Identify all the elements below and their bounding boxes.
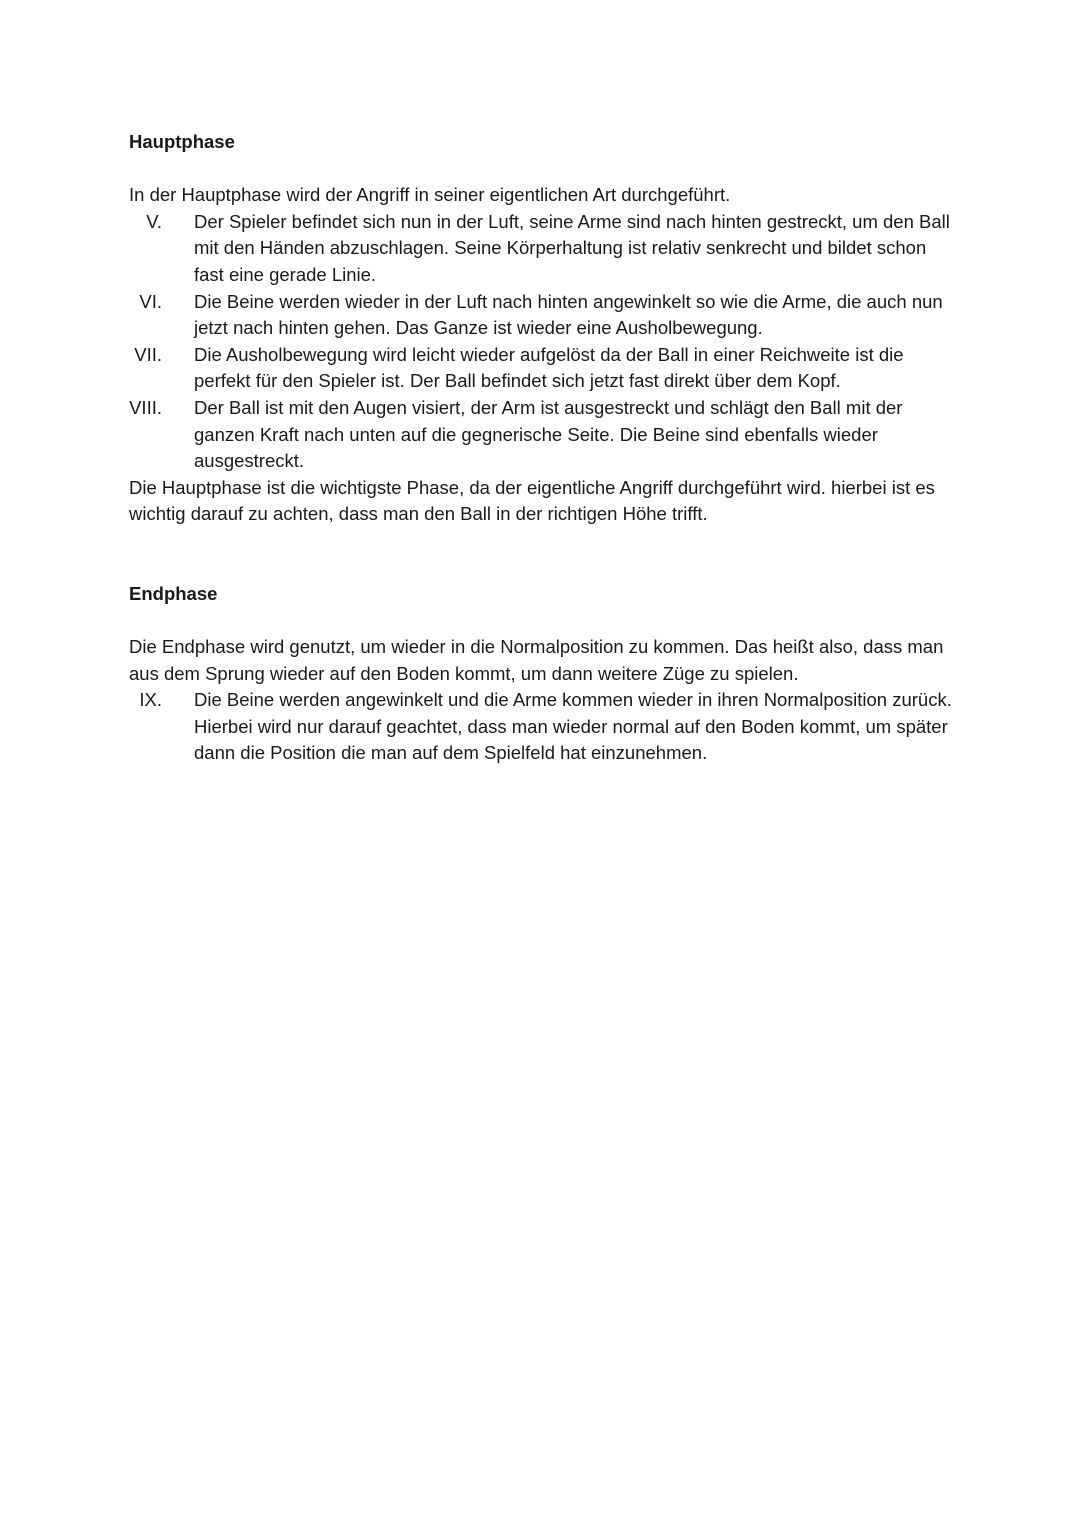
section-hauptphase (129, 129, 959, 528)
section-intro: In der Hauptphase wird der Angriff in seiner eigentlichen Art durchgeführt. (129, 184, 731, 206)
list-item (129, 395, 959, 475)
phase-step-list (129, 687, 959, 767)
list-item (129, 687, 959, 767)
list-item (129, 342, 959, 395)
spacer (129, 528, 959, 581)
document-body (129, 129, 959, 767)
list-item-text: Die Ausholbewegung wird leicht wieder aufgelöst da der Ball in einer Reichweite ist die perfekt für den Spieler ist. Der Ball befindet sich jetzt fast direkt über dem Kopf. (194, 343, 904, 392)
list-item-text: Der Ball ist mit den Augen visiert, der Arm ist ausgestreckt und schlägt den Ball mit der ganzen Kraft nach unten auf die gegnerische Seite. Die Beine sind ebenfalls wieder ausgestreckt. (194, 396, 903, 472)
spacer (129, 608, 959, 635)
list-item-text: Die Beine werden angewinkelt und die Arme kommen wieder in ihren Normalposition zurück. Hierbei wird nur darauf geachtet, dass man wieder normal auf den Boden kommt, um später dann die Position die man auf dem Spielfeld hat einzunehmen. (194, 689, 952, 764)
list-marker: IX. (139, 689, 162, 711)
section-intro: Die Endphase wird genutzt, um wieder in die Normalposition zu kommen. Das heißt also, dass man aus dem Sprung wieder auf den Boden kommt, um dann weitere Züge zu spielen. (129, 636, 944, 684)
section-heading: Hauptphase (129, 131, 235, 152)
list-marker: V. (146, 210, 162, 232)
section-heading: Endphase (129, 582, 218, 604)
section-endphase (129, 581, 959, 767)
list-item-text: Die Beine werden wieder in der Luft nach hinten angewinkelt so wie die Arme, die auch nun jetzt nach hinten gehen. Das Ganze ist wieder eine Ausholbewegung. (194, 290, 943, 339)
list-item-text: Der Spieler befindet sich nun in der Luft, seine Arme sind nach hinten gestreckt, um den Ball mit den Händen abzuschlagen. Seine Körperhaltung ist relativ senkrecht und bildet schon fast eine gerade Linie. (194, 210, 950, 285)
spacer (129, 156, 959, 183)
list-marker: VI. (139, 290, 162, 312)
phase-step-list (129, 209, 959, 475)
section-outro: Die Hauptphase ist die wichtigste Phase, da der eigentliche Angriff durchgeführt wird. hierbei ist es wichtig darauf zu achten, dass man den Ball in der richtigen Höhe trifft. (129, 476, 935, 525)
list-marker: VIII. (129, 396, 162, 418)
list-item (129, 289, 959, 342)
list-item (129, 209, 959, 289)
list-marker: VII. (134, 343, 162, 365)
